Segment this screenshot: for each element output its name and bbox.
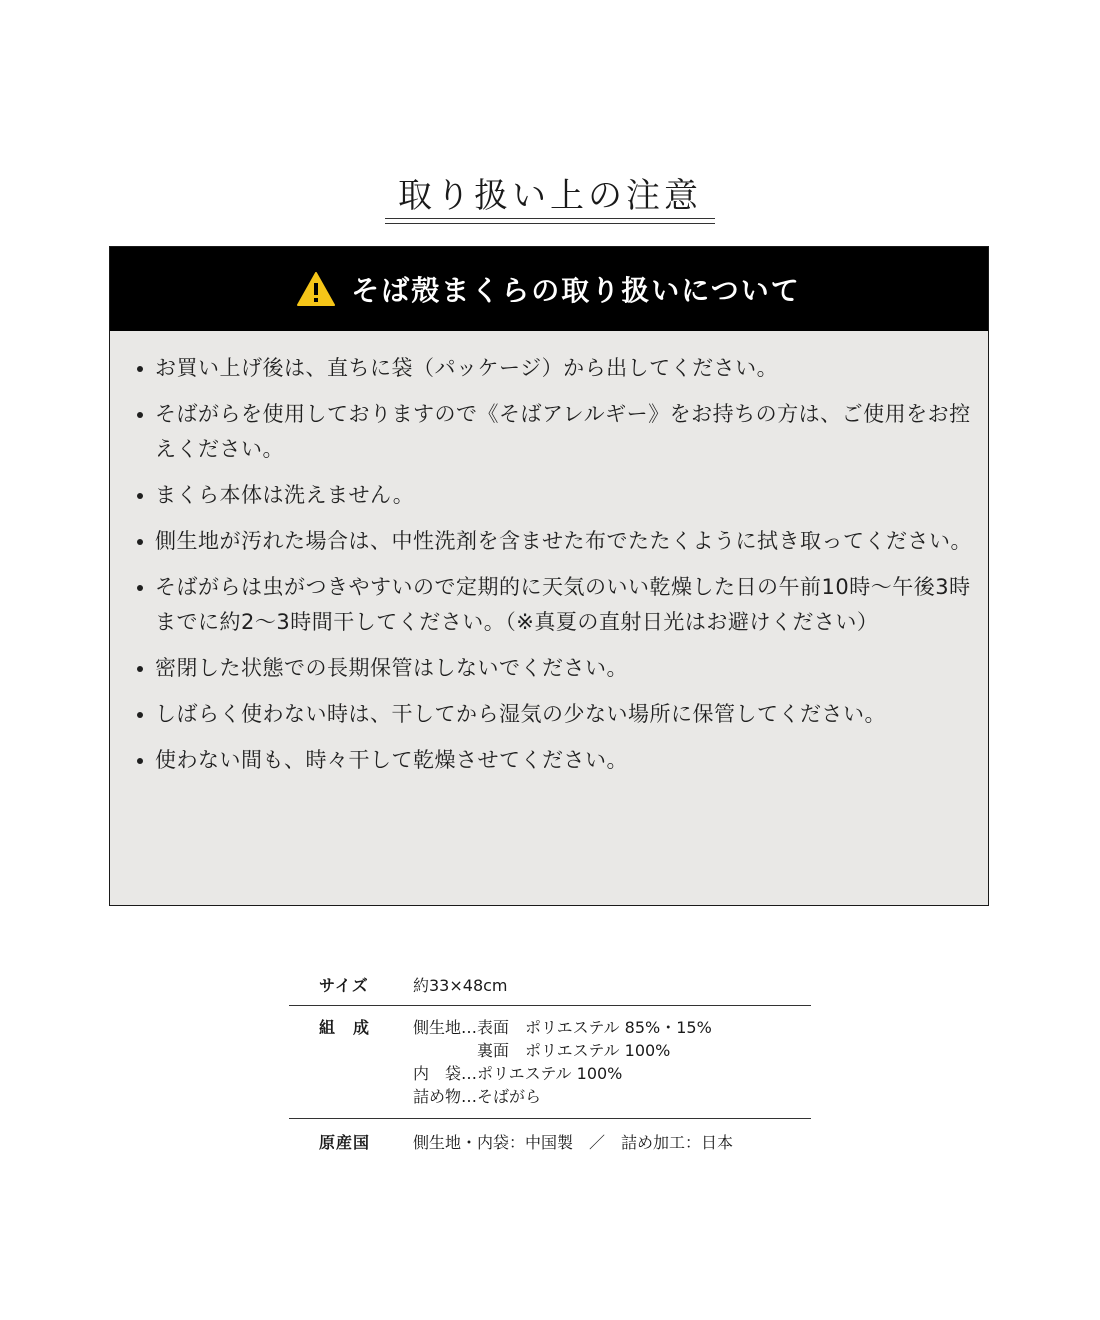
caution-item-text: 密閉した状態での長期保管はしないでください。 <box>155 656 628 680</box>
caution-header <box>110 247 988 331</box>
spec-label: 原産国 <box>319 1133 371 1152</box>
caution-item-text: しばらく使わない時は、干してから湿気の少ない場所に保管してください。 <box>155 702 886 726</box>
spec-values <box>413 1131 811 1154</box>
bullet-dot <box>137 712 143 718</box>
caution-list <box>134 351 974 789</box>
caution-item <box>134 697 974 732</box>
spec-label: 組 成 <box>319 1018 371 1037</box>
page-title: 取り扱い上の注意 <box>398 176 702 216</box>
spec-row-size <box>289 966 811 1006</box>
caution-item <box>134 570 974 640</box>
bullet-dot <box>137 758 143 764</box>
caution-item <box>134 651 974 686</box>
bullet-dot <box>137 366 143 372</box>
bullet-dot <box>137 666 143 672</box>
caution-box <box>109 246 989 906</box>
spec-row-composition <box>289 1006 811 1119</box>
spec-values <box>413 974 811 997</box>
bullet-dot <box>137 412 143 418</box>
spec-value: 側生地・内袋：中国製 ／ 詰め加工：日本 <box>413 1133 734 1152</box>
title-underline-bottom <box>385 223 715 224</box>
caution-heading: そば殻まくらの取り扱いについて <box>351 274 801 307</box>
page-title-wrap <box>0 174 1100 218</box>
caution-item-text: そばがらは虫がつきやすいので定期的に天気のいい乾燥した日の午前10時〜午後3時までに約2〜3時間干してください。（※真夏の直射日光はお避けください） <box>155 575 971 634</box>
spec-value: 内 袋…ポリエステル 100% <box>413 1064 623 1083</box>
spec-value: 裏面 ポリエステル 100% <box>413 1041 671 1060</box>
caution-item <box>134 743 974 778</box>
spec-value: 詰め物…そばがら <box>413 1087 542 1106</box>
caution-item <box>134 397 974 467</box>
spec-value: 側生地…表面 ポリエステル 85%・15% <box>413 1018 712 1037</box>
spec-label: サイズ <box>319 976 369 995</box>
spec-row-origin <box>289 1119 811 1162</box>
caution-item-text: まくら本体は洗えません。 <box>155 483 415 507</box>
caution-item <box>134 351 974 386</box>
caution-item-text: そばがらを使用しておりますので《そばアレルギー》をお持ちの方は、ご使用をお控えください。 <box>155 402 971 461</box>
spec-value: 約33×48cm <box>413 976 508 995</box>
bullet-dot <box>137 539 143 545</box>
warning-icon <box>297 272 335 306</box>
spec-values <box>413 1016 811 1108</box>
spec-table <box>289 966 811 1162</box>
caution-item-text: 側生地が汚れた場合は、中性洗剤を含ませた布でたたくように拭き取ってください。 <box>155 529 972 553</box>
caution-item <box>134 478 974 513</box>
caution-item-text: 使わない間も、時々干して乾燥させてください。 <box>155 748 628 772</box>
bullet-dot <box>137 493 143 499</box>
caution-item-text: お買い上げ後は、直ちに袋（パッケージ）から出してください。 <box>155 356 779 380</box>
bullet-dot <box>137 585 143 591</box>
caution-item <box>134 524 974 559</box>
title-underline-top <box>385 218 715 219</box>
